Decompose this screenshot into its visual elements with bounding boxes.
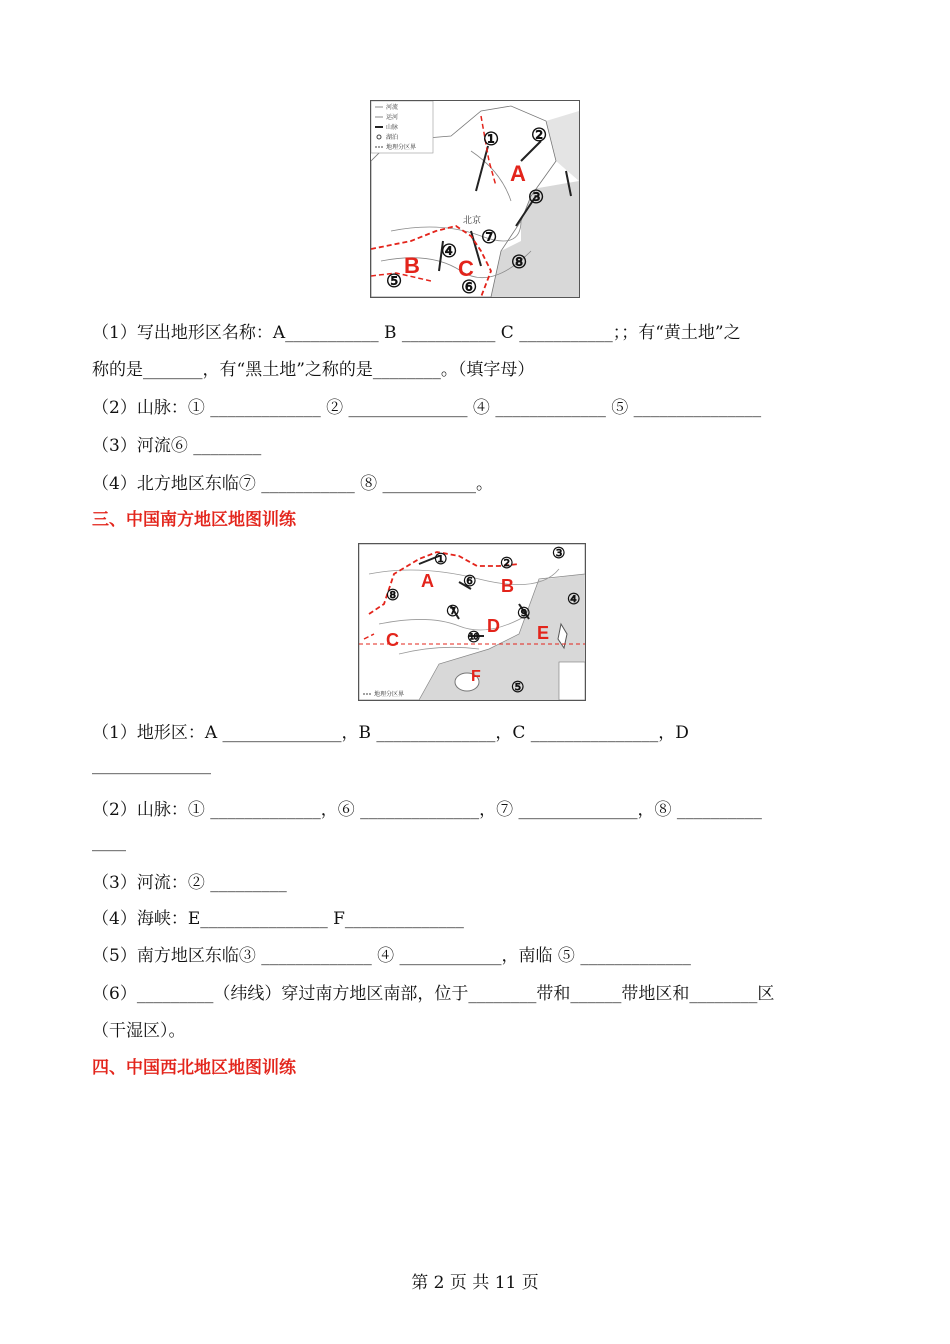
region-e-label-south: E	[537, 623, 550, 643]
south-q4: （4）海峡：E_______________ F______________	[92, 909, 464, 929]
region-f-label-south: F	[471, 668, 481, 685]
marker-4: ④	[441, 241, 458, 261]
south-china-map	[358, 543, 586, 701]
south-q5: （5）南方地区东临③ _____________ ④ ____________，南临 ⑤ _____________	[92, 946, 691, 966]
marker-s8: ⑧	[386, 587, 400, 604]
south-q2-line1: （2）山脉：① _____________，⑥ ______________，⑦ ______________，⑧ __________	[92, 800, 762, 820]
south-q1-line1: （1）地形区：A ______________，B ______________，C _______________，D	[92, 723, 689, 743]
section-3-title: 三、中国南方地区地图训练	[92, 510, 296, 530]
marker-s9: ⑨	[517, 605, 531, 622]
marker-3: ③	[528, 187, 545, 207]
marker-5: ⑤	[386, 271, 403, 291]
region-c-label: C	[458, 256, 474, 281]
north-q2: （2）山脉：① _____________ ② ______________ ④ _____________ ⑤ _______________	[92, 398, 762, 418]
north-china-map	[370, 100, 580, 298]
marker-s3: ③	[552, 545, 566, 562]
region-b-label-south: B	[501, 576, 514, 596]
north-q4: （4）北方地区东临⑦ ___________ ⑧ ___________。	[92, 474, 494, 494]
legend-boundary: 地理分区界	[386, 144, 417, 151]
south-q6-line1: （6）_________（纬线）穿过南方地区南部，位于________带和______带地区和________区	[92, 984, 775, 1004]
city-beijing: 北京	[463, 216, 482, 226]
marker-s5: ⑤	[511, 679, 525, 696]
south-q6-line2: （干湿区）。	[92, 1021, 186, 1041]
marker-s6: ⑥	[463, 573, 477, 590]
marker-s1: ①	[434, 551, 448, 568]
region-c-label-south: C	[386, 630, 399, 650]
marker-6: ⑥	[461, 277, 478, 297]
legend-lake: 湖泊	[386, 134, 399, 141]
north-q3: （3）河流⑥ ________	[92, 436, 262, 456]
north-china-map-graphic	[371, 101, 579, 297]
south-q2-line2: ____	[92, 832, 126, 852]
marker-s4: ④	[567, 591, 581, 608]
north-q1-line1: （1）写出地形区名称：A___________ B ___________ C ___________；；有“黄土地”之	[92, 323, 741, 343]
section-4-title: 四、中国西北地区地图训练	[92, 1058, 296, 1078]
page-footer: 第 2 页 共 11 页	[411, 1273, 539, 1293]
marker-8: ⑧	[511, 252, 528, 272]
marker-s7: ⑦	[446, 603, 460, 620]
region-a-label: A	[510, 161, 526, 186]
marker-7: ⑦	[481, 227, 498, 247]
region-d-label-south: D	[487, 616, 500, 636]
legend-mountain: 山脉	[386, 124, 399, 131]
region-b-label: B	[404, 253, 420, 278]
marker-s2: ②	[500, 555, 514, 572]
legend-boundary-south: 地理分区界	[374, 691, 405, 698]
south-q1-line2: ______________	[92, 755, 211, 775]
north-q1-line2: 称的是_______，有“黑土地”之称的是________。（填字母）	[92, 360, 535, 380]
region-a-label-south: A	[421, 571, 434, 591]
legend-river: 河流	[386, 104, 399, 111]
legend-canal: 运河	[386, 114, 399, 121]
marker-2: ②	[531, 125, 548, 145]
south-china-map-graphic	[359, 544, 585, 700]
marker-s10: ⑩	[467, 629, 481, 646]
south-q3: （3）河流：② _________	[92, 873, 287, 893]
marker-1: ①	[483, 129, 500, 149]
